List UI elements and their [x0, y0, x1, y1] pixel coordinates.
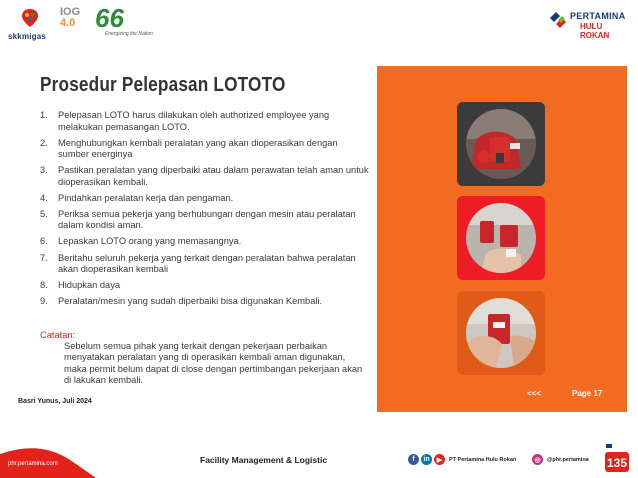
iog-logo: [60, 7, 92, 37]
badge-number: 135: [606, 456, 628, 470]
list-item: [40, 209, 370, 232]
list-item: [40, 165, 370, 188]
skkmigas-logo: [8, 8, 54, 42]
anniversary-logo: [95, 3, 153, 41]
pertamina-name: PERTAMINA: [570, 11, 626, 21]
pertamina-mark-icon: [548, 10, 568, 30]
step-number: 5.: [40, 208, 48, 219]
linkedin-icon[interactable]: in: [421, 454, 432, 465]
step-number: 3.: [40, 165, 48, 176]
skkmigas-pin-icon: [20, 8, 40, 28]
skkmigas-logo-text: skkmigas: [8, 32, 47, 41]
iog-logo-text: IOG: [60, 6, 81, 18]
step-text: Lepaskan LOTO orang yang memasangnya.: [58, 236, 242, 247]
youtube-icon[interactable]: ▶: [434, 454, 445, 465]
anniversary-number: 66: [95, 3, 124, 33]
step-text: Peralatan/mesin yang sudah diperbaiki bisa digunakan Kembali.: [58, 296, 323, 307]
author-credit: Basri Yunus, Juli 2024: [18, 398, 92, 405]
social-company-name: PT Pertamina Hulu Rokan: [449, 456, 517, 463]
step-text: Beritahu seluruh pekerja yang terkait dengan peralatan bahwa peralatan akan dioperasikan kembali: [58, 252, 356, 275]
social-instagram-group: [532, 454, 589, 465]
list-item: [40, 138, 370, 161]
photo-card: [457, 196, 545, 280]
step-text: Pindahkan peralatan kerja dan pengaman.: [58, 192, 234, 203]
list-item: [40, 280, 370, 292]
step-number: 1.: [40, 110, 48, 120]
pertamina-logo: [548, 9, 630, 40]
anniversary-tagline: Energizing the Nation: [105, 31, 153, 37]
note-body: Sebelum semua pihak yang terkait dengan pekerjaan perbaikan menyatakan peralatan yang di operasikan kembali aman digunakan, maka permit belum dapat di close dengan pertimbangan pekerjaan akan di lakukan kembali.: [64, 341, 363, 385]
pertamina-unit: HULU ROKAN: [580, 22, 610, 40]
page-title: Prosedur Pelepasan LOTOTO: [40, 74, 286, 96]
page-number: Page 17: [572, 389, 603, 398]
image-panel: [377, 66, 627, 412]
social-company-group: [408, 454, 516, 465]
step-text: Periksa semua pekerja yang berhubungan dengan mesin atau peralatan dalam kondisi aman.: [58, 208, 356, 231]
lockout-photo-2: [466, 203, 536, 273]
list-item: [40, 110, 370, 133]
instagram-icon[interactable]: ◎: [532, 454, 543, 465]
list-item: [40, 193, 370, 205]
step-number: 7.: [40, 252, 48, 263]
step-number: 8.: [40, 280, 48, 291]
iog-logo-version: 4.0: [60, 17, 76, 29]
list-item: [40, 253, 370, 276]
photo-card: [457, 291, 545, 375]
list-item: [40, 236, 370, 248]
step-text: Hidupkan daya: [58, 280, 121, 291]
procedure-steps-list: [40, 110, 370, 312]
lockout-photo-1: [466, 109, 536, 179]
pertamina-135-badge: [604, 443, 630, 473]
footer-swoosh: [0, 440, 96, 478]
facebook-icon[interactable]: f: [408, 454, 419, 465]
step-number: 2.: [40, 137, 48, 148]
social-handle: @phr.pertamina: [547, 456, 589, 463]
photo-card: [457, 102, 545, 186]
footer-url-link[interactable]: phr.pertamina.com: [8, 461, 58, 467]
step-number: 9.: [40, 296, 48, 307]
list-item: [40, 296, 370, 308]
lockout-photo-3: [466, 298, 536, 368]
previous-page-link[interactable]: <<<: [527, 389, 542, 398]
footer-department: Facility Management & Logistic: [200, 455, 328, 465]
step-text: Menghubungkan kembali peralatan yang akan dioperasikan dengan sumber energinya: [58, 137, 338, 160]
step-number: 6.: [40, 236, 48, 247]
note-label: Catatan:: [40, 330, 76, 340]
step-text: Pastikan peralatan yang diperbaiki atau dalam perawatan telah aman untuk dioperasikan kembali.: [58, 165, 369, 187]
step-text: Pelepasan LOTO harus dilakukan oleh authorized employee yang melakukan pemasangan LOTO.: [58, 110, 330, 132]
step-number: 4.: [40, 192, 48, 203]
